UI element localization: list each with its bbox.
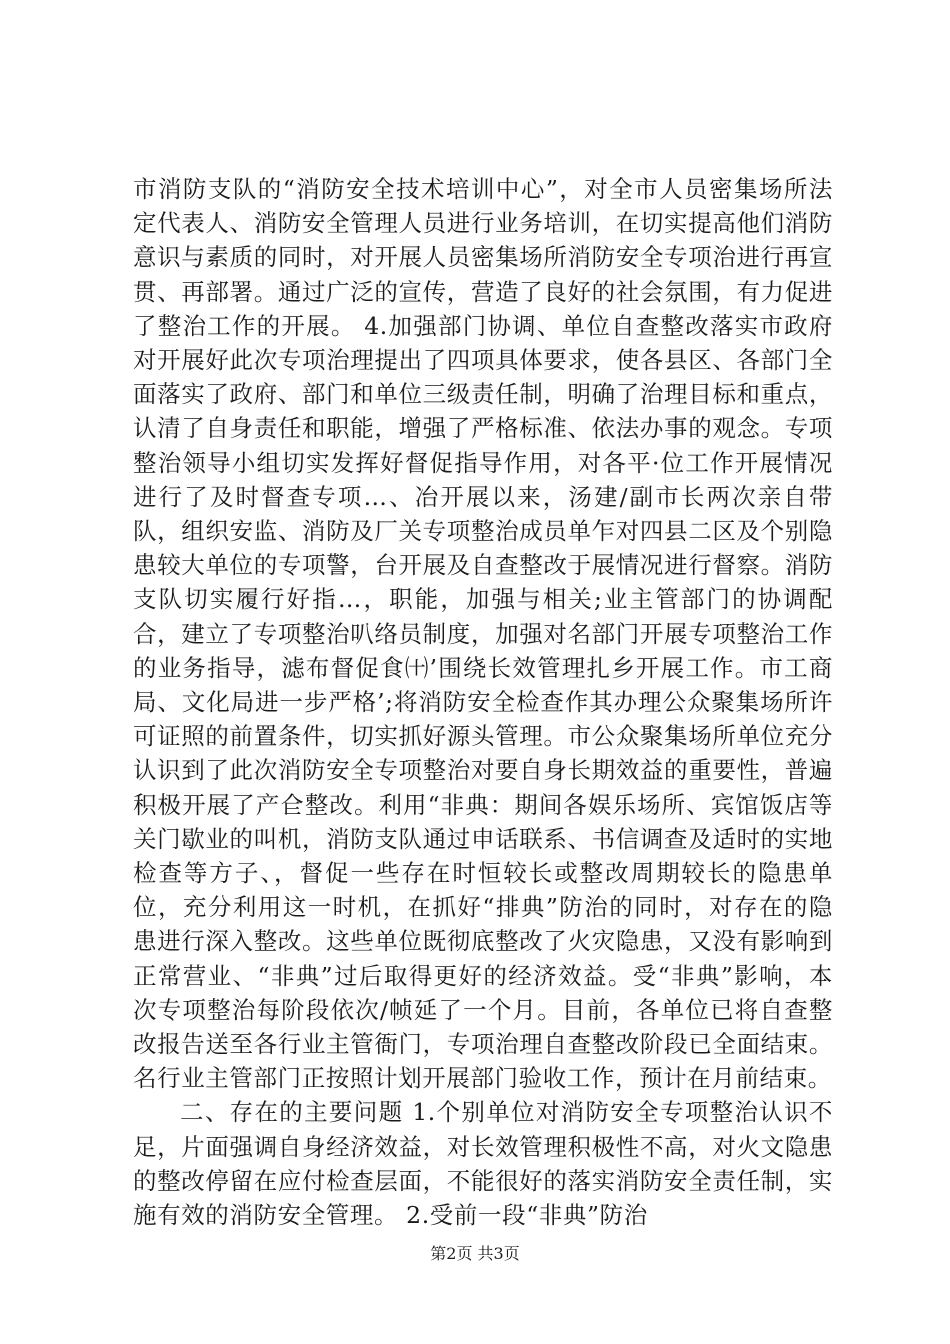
document-body: [133, 172, 833, 1232]
paragraph-training-and-rectification: 市消防支队的“消防安全技术培训中心”，对全市人员密集场所法定代表人、消防安全管理人员进行业务培训，在切实提高他们消防意识与素质的同时，对开展人员密集场所消防安全专项治进行再宣贯、再部署。通过广泛的宣传，营造了良好的社会氛围，有力促进了整治工作的开展。 4.加强部门协调、单位自查整改落实市政府对开展好此次专项治理提出了四项具体要求，使各县区、各部门全面落实了政府、部门和单位三级责任制，明确了治理目标和重点，认清了自身责任和职能，增强了严格标准、依法办事的观念。专项整治领导小组切实发挥好督促指导作用，对各平·位工作开展情况进行了及时督查专项…、冶开展以来，汤建/副市长两次亲自带队，组织安监、消防及厂关专项整治成员单乍对四县二区及个别隐患较大单位的专项警，台开展及自查整改于展情况进行督察。消防支队切实履行好指…，职能，加强与相关;业主管部门的协调配合，建立了专项整治叭络员制度，加强对名部门开展专项整治工作的业务指导，滤布督促食㈩’围绕长效管理扎乡开展工作。市工商局、文化局进一步严格’;将消防安全检查作其办理公众聚集场所许可证照的前置条件，切实抓好源头管理。市公众聚集场所单位充分认识到了此次消防安全专项整治对要自身长期效益的重要性，普遍积极开展了产仺整改。利用“非典：期间各娱乐场所、宾馆饭店等关门歇业的叫机，消防支队通过申话联系、书信调查及适时的实地检查等方子、，督促一些存在时恒较长或整改周期较长的隐患单位，充分利用这一时机，在抓好“排典”防治的同时，对存在的隐患进行深入整改。这些单位既彻底整改了火灾隐患，又没有影响到正常营业、“非典”过后取得更好的经济效益。受“非典”影响，本次专项整治每阶段依次/帧延了一个月。目前，各单位已将自查整改报告送至各行业主管衙门，专项治理自查整改阶段已全面结束。名行业主管部门正按照计划开展部门验收工作，预计在月前结束。: [133, 175, 833, 1093]
page-number-footer: 第2页 共3页: [430, 1244, 520, 1263]
paragraph-main-problems: 二、存在的主要问题 1.个别单位对消防安全专项整治认识不足，片面强调自身经济效益，对长效管理积极性不高，对火文隐患的整改停留在应付检查层面，不能很好的落实消防安全责任制，实施有效的消防安全管理。 2.受前一段“非典”防治: [133, 1098, 833, 1230]
